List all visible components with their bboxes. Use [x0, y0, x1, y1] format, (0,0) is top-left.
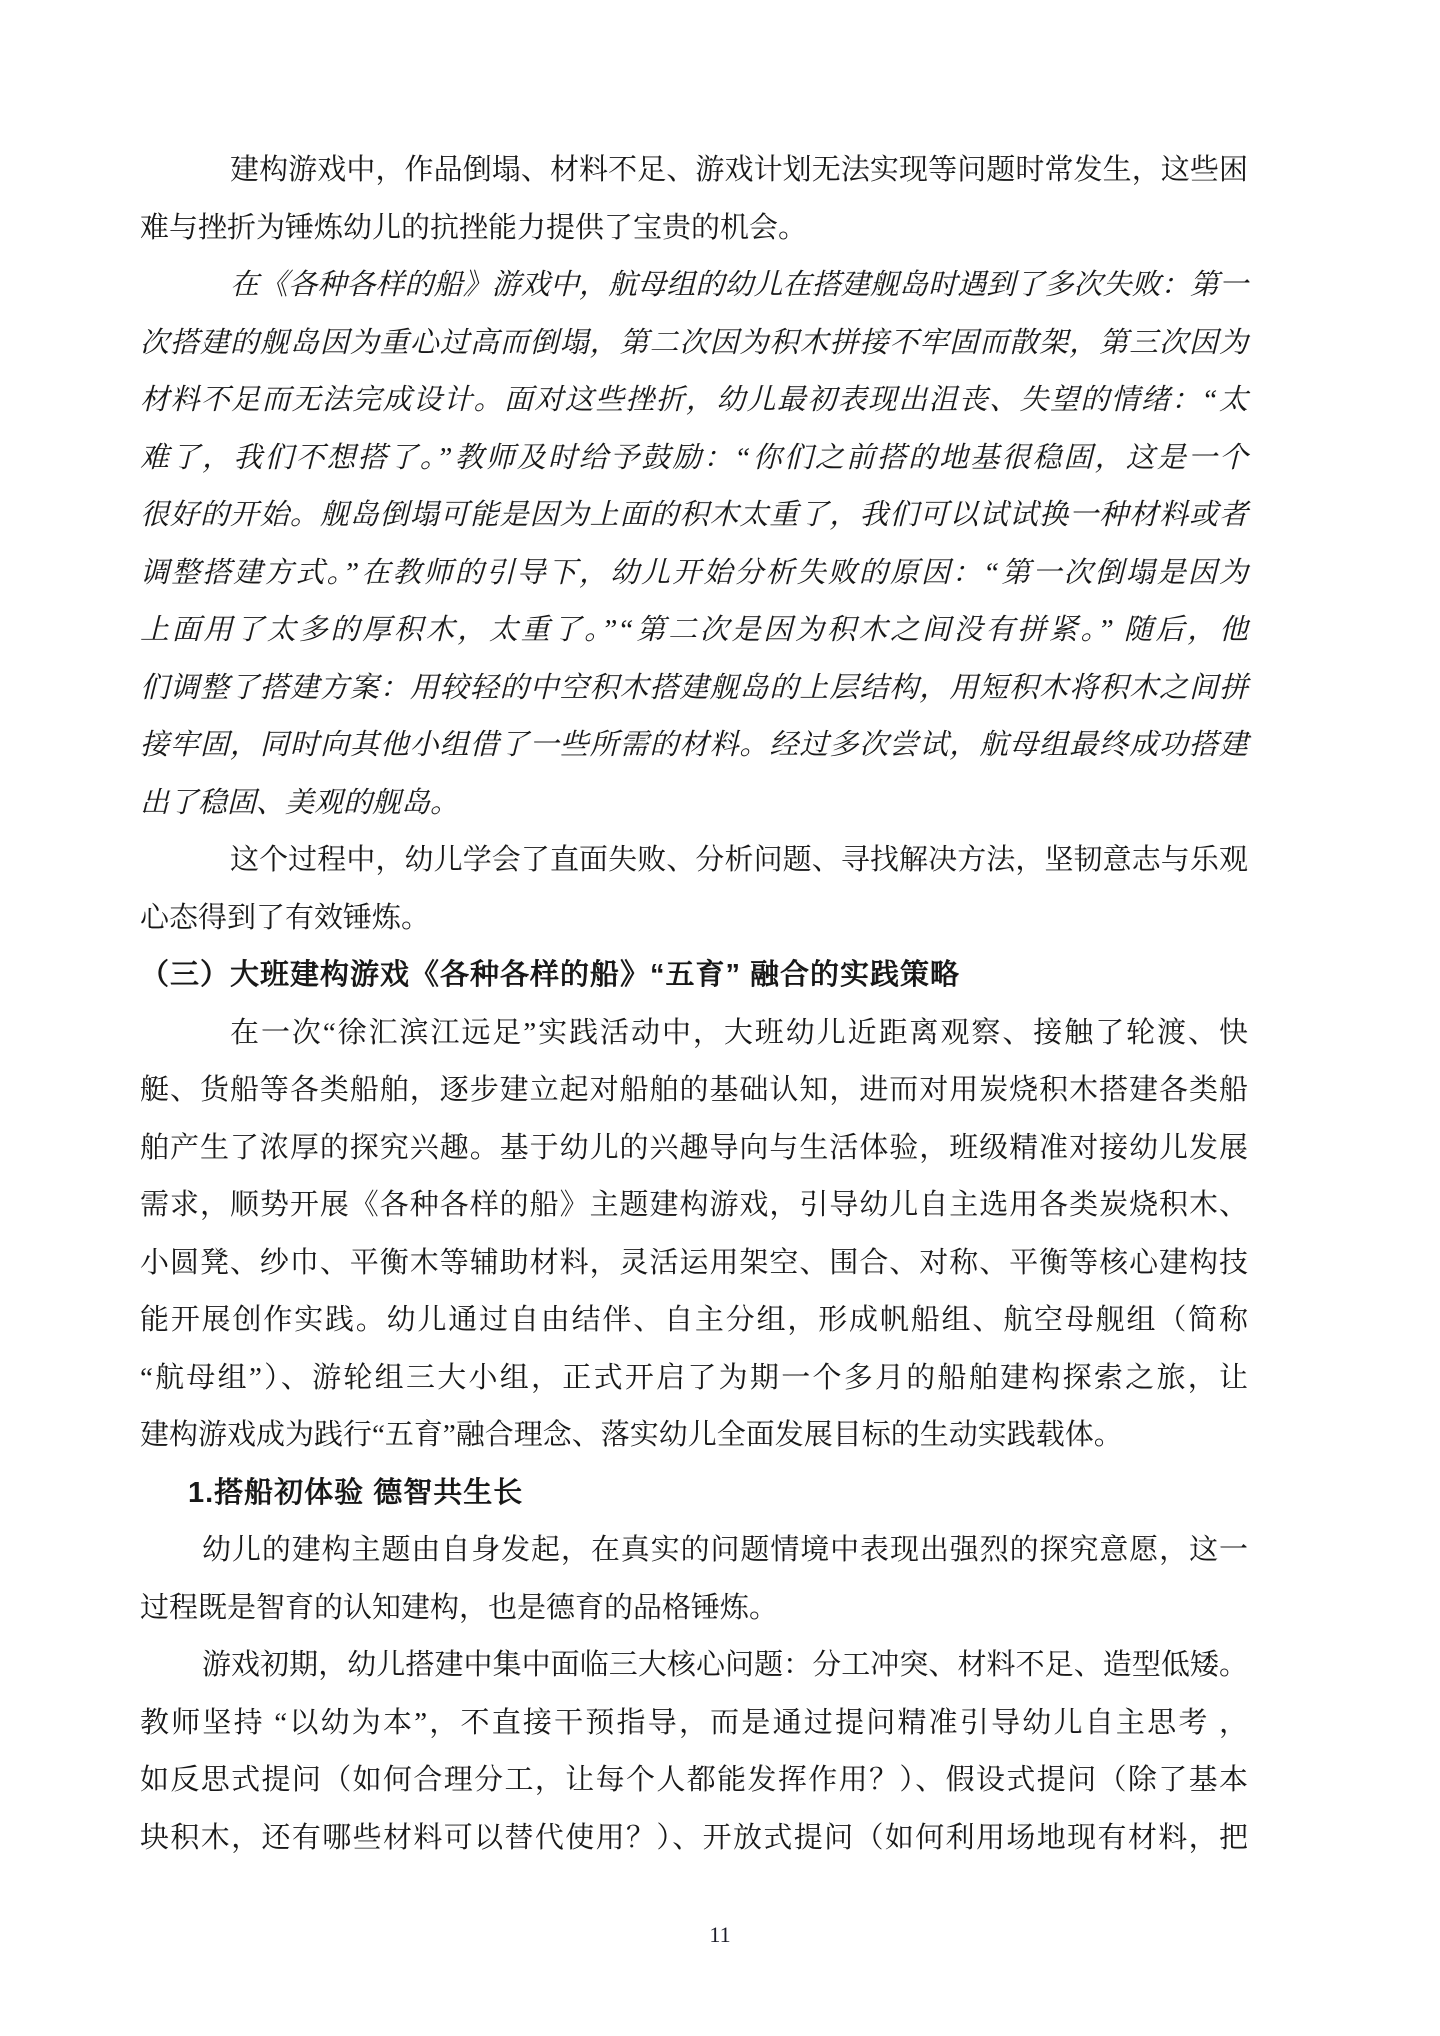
text-line: “航母组”）、游轮组三大小组，正式开启了为期一个多月的船舶建构探索之旅，让: [140, 1361, 1248, 1394]
text-line: 在《各种各样的船》游戏中，航母组的幼儿在搭建舰岛时遇到了多次失败：第一: [230, 269, 1248, 301]
text-line: 舶产生了浓厚的探究兴趣。基于幼儿的兴趣导向与生活体验，班级精准对接幼儿发展: [140, 1131, 1248, 1164]
text-line: 这个过程中，幼儿学会了直面失败、分析问题、寻找解决方法，坚韧意志与乐观: [230, 844, 1248, 876]
text-line: 难了，我们不想搭了。”教师及时给予鼓励：“你们之前搭的地基很稳固，这是一个: [140, 441, 1248, 474]
page-number: 11: [709, 1922, 731, 1947]
text-line: 次搭建的舰岛因为重心过高而倒塌，第二次因为积木拼接不牢固而散架，第三次因为: [140, 326, 1248, 359]
text-line: 心态得到了有效锤炼。: [140, 901, 431, 934]
text-line: 教师坚持 “以幼为本”，不直接干预指导，而是通过提问精准引导幼儿自主思考 ，: [140, 1706, 1248, 1739]
text-line: 如反思式提问（如何合理分工，让每个人都能发挥作用？）、假设式提问（除了基本: [140, 1764, 1248, 1796]
text-line: 在一次“徐汇滨江远足”实践活动中，大班幼儿近距离观察、接触了轮渡、快: [230, 1016, 1248, 1049]
text-line: 接牢固，同时向其他小组借了一些所需的材料。经过多次尝试，航母组最终成功搭建: [140, 729, 1248, 761]
text-line: 艇、货船等各类船舶，逐步建立起对船舶的基础认知，进而对用炭烧积木搭建各类船: [140, 1074, 1248, 1106]
text-line: 建构游戏中，作品倒塌、材料不足、游戏计划无法实现等问题时常发生，这些困: [230, 154, 1248, 186]
text-line: 上面用了太多的厚积木，太重了。”“第二次是因为积木之间没有拼紧。” 随后，他: [140, 614, 1248, 646]
text-line: 需求，顺势开展《各种各样的船》主题建构游戏，引导幼儿自主选用各类炭烧积木、: [140, 1189, 1248, 1221]
section-heading: （三）大班建构游戏《各种各样的船》“五育” 融合的实践策略: [140, 959, 961, 991]
text-line: 块积木，还有哪些材料可以替代使用？）、开放式提问（如何利用场地现有材料，把: [140, 1821, 1248, 1854]
text-line: 很好的开始。舰岛倒塌可能是因为上面的积木太重了，我们可以试试换一种材料或者: [140, 499, 1248, 531]
text-line: 们调整了搭建方案：用较轻的中空积木搭建舰岛的上层结构，用短积木将积木之间拼: [140, 671, 1248, 704]
text-line: 建构游戏成为践行“五育”融合理念、落实幼儿全面发展目标的生动实践载体。: [140, 1419, 1123, 1451]
text-line: 过程既是智育的认知建构，也是德育的品格锤炼。: [140, 1591, 779, 1624]
text-line: 调整搭建方式。”在教师的引导下，幼儿开始分析失败的原因：“第一次倒塌是因为: [140, 556, 1248, 589]
text-line: 小圆凳、纱巾、平衡木等辅助材料，灵活运用架空、围合、对称、平衡等核心建构技: [140, 1246, 1248, 1279]
subsection-heading: 1.搭船初体验 德智共生长: [188, 1476, 524, 1509]
text-line: 材料不足而无法完成设计。面对这些挫折，幼儿最初表现出沮丧、失望的情绪：“太: [140, 384, 1248, 416]
text-line: 幼儿的建构主题由自身发起，在真实的问题情境中表现出强烈的探究意愿，这一: [202, 1534, 1248, 1566]
text-line: 难与挫折为锤炼幼儿的抗挫能力提供了宝贵的机会。: [140, 211, 808, 244]
text-line: 出了稳固、美观的舰岛。: [140, 786, 460, 819]
document-body: [140, 142, 1248, 1867]
text-line: 能开展创作实践。幼儿通过自由结伴、自主分组，形成帆船组、航空母舰组（简称: [140, 1304, 1248, 1336]
text-line: 游戏初期，幼儿搭建中集中面临三大核心问题：分工冲突、材料不足、造型低矮。: [202, 1649, 1248, 1681]
